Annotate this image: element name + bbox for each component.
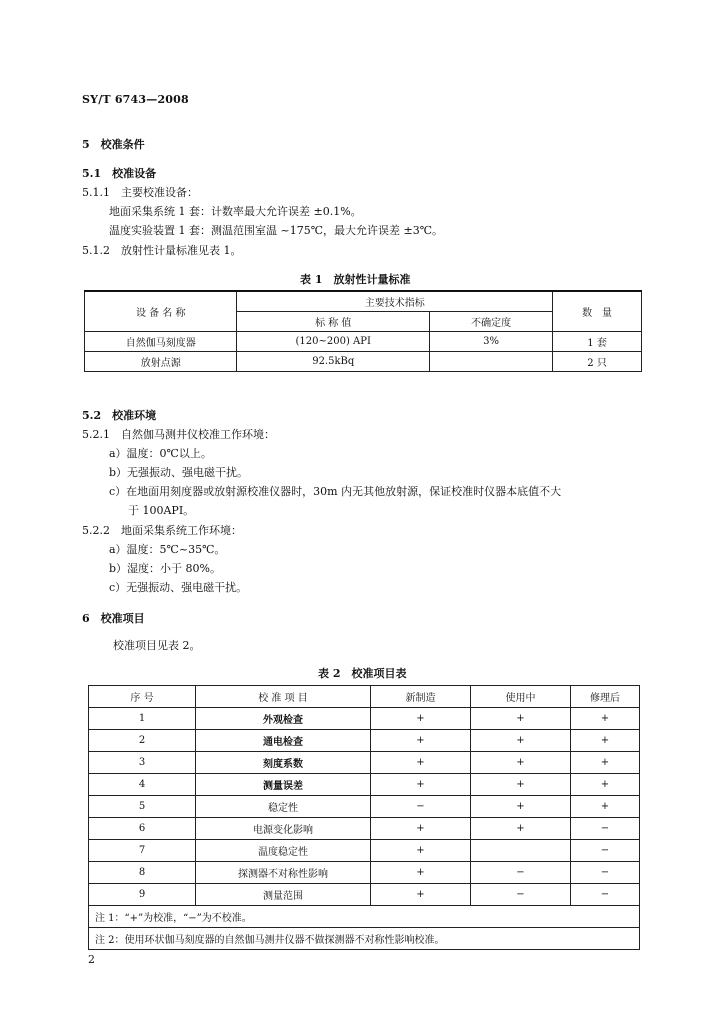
table-2-header-repair: 修理后 bbox=[571, 686, 640, 708]
table-1-caption: 表 1 放射性计量标准 bbox=[300, 273, 411, 286]
table-row bbox=[89, 730, 640, 752]
table-1-header-qty: 数 量 bbox=[553, 291, 642, 332]
table-cell: − bbox=[571, 884, 640, 906]
table-2-header-item: 校 准 项 目 bbox=[196, 686, 371, 708]
table-cell bbox=[471, 840, 571, 862]
section-5-1-2: 5.1.2 放射性计量标准见表 1。 bbox=[82, 244, 242, 257]
table-cell: + bbox=[371, 840, 471, 862]
table-cell: − bbox=[471, 862, 571, 884]
table-cell: + bbox=[571, 730, 640, 752]
section-5-1-1: 5.1.1 主要校准设备： bbox=[82, 186, 198, 199]
table-cell: + bbox=[571, 796, 640, 818]
table-cell: 自然伽马刻度器 bbox=[85, 332, 237, 352]
table-cell: 测量误差 bbox=[196, 774, 371, 796]
env-item-c: c）在地面用刻度器或放射源校准仪器时，30m 内无其他放射源，保证校准时仪器本底值不大 bbox=[109, 485, 562, 498]
table-row bbox=[89, 862, 640, 884]
table-cell: 外观检查 bbox=[196, 708, 371, 730]
table-1-header-main: 主要技术指标 bbox=[237, 291, 553, 312]
table-cell: + bbox=[371, 774, 471, 796]
env-item-b: b）无强振动、强电磁干扰。 bbox=[109, 466, 249, 479]
table-cell: − bbox=[471, 884, 571, 906]
table-cell: 9 bbox=[89, 884, 196, 906]
table-row bbox=[89, 774, 640, 796]
table-2 bbox=[88, 685, 640, 950]
table-row bbox=[89, 796, 640, 818]
table-cell: + bbox=[471, 774, 571, 796]
table-cell: − bbox=[571, 840, 640, 862]
table-cell: + bbox=[471, 796, 571, 818]
section-6-text: 校准项目见表 2。 bbox=[113, 639, 201, 652]
equipment-line-2: 温度实验装置 1 套：测温范围室温 ~175℃，最大允许误差 ±3℃。 bbox=[109, 224, 444, 237]
env2-item-a: a）温度：5℃~35℃。 bbox=[109, 543, 226, 556]
table-row bbox=[89, 708, 640, 730]
table-cell: 通电检查 bbox=[196, 730, 371, 752]
table-cell: 温度稳定性 bbox=[196, 840, 371, 862]
table-cell: 8 bbox=[89, 862, 196, 884]
table-cell: 稳定性 bbox=[196, 796, 371, 818]
table-cell: + bbox=[471, 752, 571, 774]
env2-item-b: b）湿度：小于 80%。 bbox=[109, 562, 221, 575]
page-number: 2 bbox=[88, 953, 95, 966]
env2-item-c: c）无强振动、强电磁干扰。 bbox=[109, 581, 248, 594]
table-2-note-1: 注 1：“+”为校准，“−”为不校准。 bbox=[89, 906, 640, 928]
table-cell: 6 bbox=[89, 818, 196, 840]
table-2-header-no: 序 号 bbox=[89, 686, 196, 708]
table-row bbox=[85, 352, 642, 372]
table-row bbox=[89, 818, 640, 840]
section-5-2-1: 5.2.1 自然伽马测井仪校准工作环境： bbox=[82, 428, 275, 441]
table-cell: (120~200) API bbox=[237, 332, 430, 352]
table-cell: + bbox=[371, 752, 471, 774]
table-cell: 1 套 bbox=[553, 332, 642, 352]
table-cell: + bbox=[571, 708, 640, 730]
table-cell: 2 bbox=[89, 730, 196, 752]
table-2-header-new: 新制造 bbox=[371, 686, 471, 708]
table-cell bbox=[430, 352, 553, 372]
table-cell: 放射点源 bbox=[85, 352, 237, 372]
env-item-c-cont: 于 100API。 bbox=[128, 504, 195, 517]
table-cell: 2 只 bbox=[553, 352, 642, 372]
table-2-caption: 表 2 校准项目表 bbox=[318, 667, 407, 680]
table-cell: − bbox=[571, 862, 640, 884]
table-cell: 探测器不对称性影响 bbox=[196, 862, 371, 884]
table-2-note-2: 注 2：使用环状伽马刻度器的自然伽马测井仪器不做探测器不对称性影响校准。 bbox=[89, 928, 640, 950]
table-cell: − bbox=[571, 818, 640, 840]
section-5-2-2: 5.2.2 地面采集系统工作环境： bbox=[82, 524, 242, 537]
table-cell: + bbox=[571, 774, 640, 796]
table-cell: 7 bbox=[89, 840, 196, 862]
table-cell: 4 bbox=[89, 774, 196, 796]
table-cell: 刻度系数 bbox=[196, 752, 371, 774]
env-item-a: a）温度：0℃以上。 bbox=[109, 447, 212, 460]
table-cell: 测量范围 bbox=[196, 884, 371, 906]
table-1-header-device: 设 备 名 称 bbox=[85, 291, 237, 332]
table-cell: + bbox=[571, 752, 640, 774]
table-row bbox=[89, 884, 640, 906]
section-5-2-title: 5.2 校准环境 bbox=[82, 409, 157, 422]
table-cell: + bbox=[471, 730, 571, 752]
table-cell: 3 bbox=[89, 752, 196, 774]
table-cell: + bbox=[471, 708, 571, 730]
table-1-header-uncertainty: 不确定度 bbox=[430, 312, 553, 332]
table-1 bbox=[84, 290, 642, 372]
table-cell: 电源变化影响 bbox=[196, 818, 371, 840]
table-cell: + bbox=[371, 884, 471, 906]
table-cell: − bbox=[371, 796, 471, 818]
table-cell: 5 bbox=[89, 796, 196, 818]
table-cell: + bbox=[371, 708, 471, 730]
table-cell: 1 bbox=[89, 708, 196, 730]
table-cell: 3% bbox=[430, 332, 553, 352]
document-code: SY/T 6743—2008 bbox=[82, 93, 189, 106]
table-row bbox=[85, 332, 642, 352]
table-row bbox=[89, 840, 640, 862]
table-2-header-in-use: 使用中 bbox=[471, 686, 571, 708]
table-row bbox=[89, 752, 640, 774]
table-1-header-nominal: 标 称 值 bbox=[237, 312, 430, 332]
section-5-title: 5 校准条件 bbox=[82, 138, 145, 151]
section-5-1-title: 5.1 校准设备 bbox=[82, 167, 157, 180]
section-6-title: 6 校准项目 bbox=[82, 612, 145, 625]
table-cell: + bbox=[371, 818, 471, 840]
table-cell: 92.5kBq bbox=[237, 352, 430, 372]
table-cell: + bbox=[371, 862, 471, 884]
table-cell: + bbox=[371, 730, 471, 752]
table-cell: + bbox=[471, 818, 571, 840]
equipment-line-1: 地面采集系统 1 套：计数率最大允许误差 ±0.1%。 bbox=[109, 205, 362, 218]
